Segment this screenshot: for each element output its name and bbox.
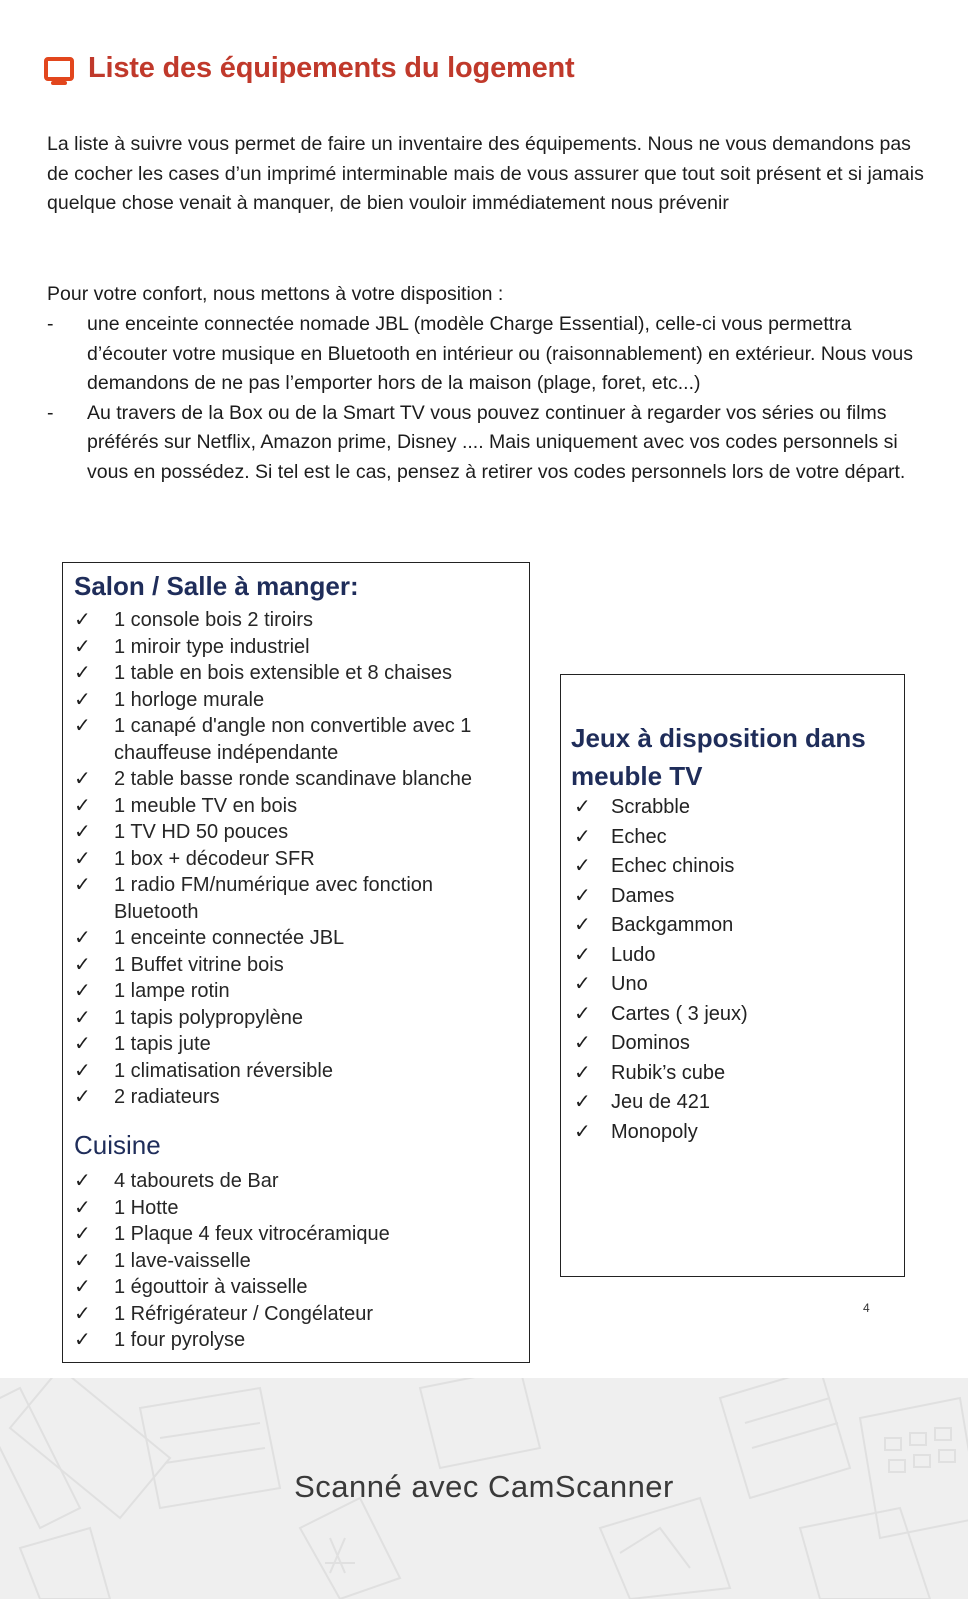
- checkmark-icon: ✓: [574, 943, 591, 966]
- list-item: [63, 660, 509, 687]
- camscanner-label: Scanné avec CamScanner: [294, 1469, 674, 1504]
- list-item: [63, 1301, 509, 1328]
- checkmark-icon: ✓: [574, 973, 591, 995]
- salon-list: [63, 607, 509, 1111]
- list-item: [561, 1088, 891, 1118]
- checkmark-icon: ✓: [74, 1249, 91, 1272]
- list-item: [63, 978, 509, 1005]
- list-item: [561, 1118, 891, 1148]
- item-text: 4 tabourets de Bar: [114, 1170, 279, 1192]
- checkmark-icon: ✓: [74, 688, 91, 711]
- checkmark-icon: ✓: [74, 1059, 91, 1082]
- disposition-item-text: Au travers de la Box ou de la Smart TV vous pouvez continuer à regarder vos séries ou films préférés sur Netflix, Amazon prime, Disney .... Mais uniquement avec vos codes personnels si vous en possédez. Si tel est le cas, pensez à retirer vos codes personnels lors de votre départ.: [87, 401, 906, 483]
- item-text: 1 climatisation réversible: [114, 1059, 333, 1082]
- item-text: 1 meuble TV en bois: [114, 794, 298, 817]
- dash-bullet: -: [47, 401, 54, 424]
- list-item: [63, 1221, 509, 1248]
- jeux-box: [560, 674, 905, 1277]
- checkmark-icon: ✓: [574, 1091, 591, 1113]
- disposition-item: [47, 310, 927, 399]
- item-text: Uno: [611, 973, 648, 995]
- item-text: 1 égouttoir à vaisselle: [114, 1276, 308, 1298]
- list-item: [561, 911, 891, 941]
- item-text: 1 Hotte: [114, 1196, 179, 1219]
- checkmark-icon: ✓: [574, 1002, 591, 1025]
- list-item: [561, 793, 891, 823]
- list-item: [561, 1029, 891, 1059]
- list-item: [63, 1168, 509, 1195]
- list-item: [63, 1327, 509, 1354]
- list-item: [63, 766, 509, 793]
- checkmark-icon: ✓: [74, 1033, 91, 1055]
- item-text: 2 radiateurs: [114, 1086, 220, 1108]
- checkmark-icon: ✓: [574, 1032, 591, 1054]
- item-text: 1 box + décodeur SFR: [114, 847, 315, 870]
- checkbox-icon: [44, 57, 74, 81]
- checkmark-icon: ✓: [74, 874, 91, 896]
- list-item: [63, 925, 509, 952]
- checkmark-icon: ✓: [74, 1329, 91, 1351]
- checkmark-icon: ✓: [74, 609, 91, 631]
- item-text: 1 tapis jute: [114, 1033, 211, 1055]
- item-text: 1 lampe rotin: [114, 980, 230, 1002]
- item-text: 1 lave-vaisselle: [114, 1249, 251, 1272]
- item-text: 1 Buffet vitrine bois: [114, 953, 284, 976]
- list-item: [63, 687, 509, 714]
- list-item: [561, 882, 891, 912]
- checkmark-icon: ✓: [74, 715, 91, 737]
- list-item: [63, 634, 509, 661]
- checkmark-icon: ✓: [574, 1061, 591, 1084]
- list-item: [63, 1031, 509, 1058]
- item-text: Backgammon: [611, 914, 734, 936]
- item-text: 1 canapé d'angle non convertible avec 1 chauffeuse indépendante: [114, 715, 472, 764]
- checkmark-icon: ✓: [74, 635, 91, 658]
- item-text: Dames: [611, 884, 675, 907]
- checkmark-icon: ✓: [74, 1006, 91, 1029]
- item-text: Ludo: [611, 943, 656, 966]
- checkmark-icon: ✓: [74, 1276, 91, 1298]
- list-item: [63, 846, 509, 873]
- checkmark-icon: ✓: [74, 847, 91, 870]
- list-item: [63, 819, 509, 846]
- item-text: 1 horloge murale: [114, 688, 265, 711]
- list-item: [63, 607, 509, 634]
- checkmark-icon: ✓: [74, 1302, 91, 1325]
- item-text: Dominos: [611, 1032, 690, 1054]
- checkmark-icon: ✓: [574, 855, 591, 877]
- checkmark-icon: ✓: [74, 1223, 91, 1245]
- title-row: [44, 52, 575, 85]
- item-text: 1 miroir type industriel: [114, 635, 310, 658]
- checkmark-icon: ✓: [74, 768, 91, 790]
- list-item: [63, 793, 509, 820]
- page-title: Liste des équipements du logement: [88, 52, 575, 84]
- checkmark-icon: ✓: [74, 821, 91, 843]
- item-text: Scrabble: [611, 796, 690, 818]
- list-item: [63, 872, 509, 925]
- list-item: [561, 941, 891, 971]
- cuisine-list: [63, 1168, 509, 1354]
- checkmark-icon: ✓: [574, 1120, 591, 1143]
- checkmark-icon: ✓: [574, 914, 591, 936]
- camscanner-footer: [0, 1378, 968, 1599]
- checkmark-icon: ✓: [74, 953, 91, 976]
- list-item: [63, 1195, 509, 1222]
- jeux-title: Jeux à disposition dans meuble TV: [571, 723, 866, 791]
- item-text: 2 table basse ronde scandinave blanche: [114, 768, 473, 790]
- disposition-item-text: une enceinte connectée nomade JBL (modèle Charge Essential), celle-ci vous permettra d’écouter votre musique en Bluetooth en intérieur ou (raisonnablement) en extérieur. Nous vous demandons de ne pas l’emporter hors de la maison (plage, foret, etc...): [87, 313, 913, 394]
- checkmark-icon: ✓: [574, 884, 591, 907]
- list-item: [561, 1000, 891, 1030]
- item-text: Jeu de 421: [611, 1091, 710, 1113]
- item-text: 1 four pyrolyse: [114, 1329, 246, 1351]
- list-item: [561, 823, 891, 853]
- list-item: [561, 852, 891, 882]
- item-text: Rubik’s cube: [611, 1061, 726, 1084]
- checkmark-icon: ✓: [74, 1196, 91, 1219]
- checkmark-icon: ✓: [74, 980, 91, 1002]
- checkmark-icon: ✓: [74, 794, 91, 817]
- item-text: 1 enceinte connectée JBL: [114, 927, 345, 949]
- checkmark-icon: ✓: [574, 796, 591, 818]
- disposition-item: [47, 399, 927, 488]
- item-text: Monopoly: [611, 1120, 698, 1143]
- item-text: 1 TV HD 50 pouces: [114, 821, 289, 843]
- list-item: [63, 1274, 509, 1301]
- item-text: 1 Plaque 4 feux vitrocéramique: [114, 1223, 390, 1245]
- list-item: [63, 952, 509, 979]
- disposition-list: [47, 310, 927, 487]
- page-number: 4: [863, 1301, 870, 1315]
- dash-bullet: -: [47, 313, 54, 335]
- item-text: Cartes ( 3 jeux): [611, 1002, 748, 1025]
- item-text: 1 table en bois extensible et 8 chaises: [114, 662, 452, 684]
- salon-title: Salon / Salle à manger:: [74, 571, 359, 601]
- intro-paragraph: La liste à suivre vous permet de faire un inventaire des équipements. Nous ne vous demandons pas de cocher les cases d’un imprimé interminable mais de vous assurer que tout soit présent et si jamais quelque chose venait à manquer, de bien vouloir immédiatement nous prévenir: [47, 133, 924, 214]
- item-text: 1 radio FM/numérique avec fonction Bluetooth: [114, 874, 434, 923]
- list-item: [561, 1059, 891, 1089]
- list-item: [63, 1005, 509, 1032]
- checkmark-icon: ✓: [74, 1170, 91, 1192]
- list-item: [63, 1084, 509, 1111]
- checkmark-icon: ✓: [74, 927, 91, 949]
- jeux-list: [561, 793, 891, 1147]
- list-item: [561, 970, 891, 1000]
- item-text: Echec: [611, 825, 667, 848]
- disposition-lead: Pour votre confort, nous mettons à votre disposition :: [47, 283, 504, 305]
- item-text: 1 tapis polypropylène: [114, 1006, 304, 1029]
- checkmark-icon: ✓: [74, 1086, 91, 1108]
- item-text: 1 console bois 2 tiroirs: [114, 609, 313, 631]
- cuisine-title: Cuisine: [74, 1130, 161, 1160]
- item-text: Echec chinois: [611, 855, 735, 877]
- list-item: [63, 1058, 509, 1085]
- checkmark-icon: ✓: [574, 825, 591, 848]
- list-item: [63, 1248, 509, 1275]
- salon-cuisine-box: [62, 562, 530, 1363]
- item-text: 1 Réfrigérateur / Congélateur: [114, 1302, 374, 1325]
- checkmark-icon: ✓: [74, 662, 91, 684]
- list-item: [63, 713, 509, 766]
